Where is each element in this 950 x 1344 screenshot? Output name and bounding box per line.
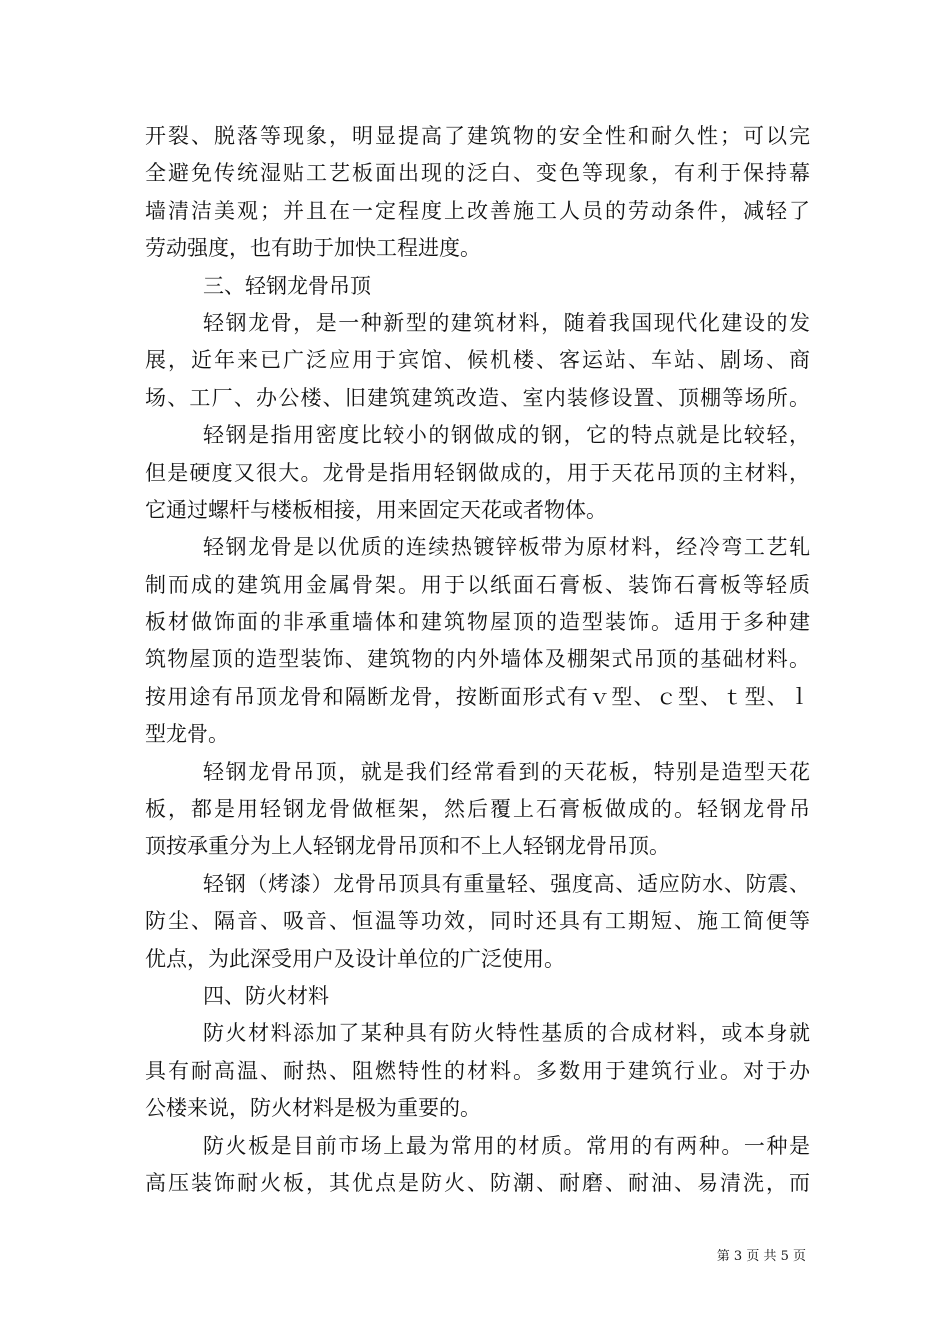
text-line: 优点，为此深受用户及设计单位的广泛使用。 (145, 946, 565, 971)
text-line: 顶按承重分为上人轻钢龙骨吊顶和不上人轻钢龙骨吊顶。 (145, 834, 670, 859)
text-line: 轻钢龙骨吊顶，就是我们经常看到的天花板，特别是造型天花 (203, 759, 810, 784)
page-number-footer: 第 3 页 共 5 页 (716, 1249, 806, 1264)
text-line: 展，近年来已广泛应用于宾馆、候机楼、客运站、车站、剧场、商 (145, 348, 810, 373)
text-line: 三、轻钢龙骨吊顶 (203, 273, 371, 298)
text-line: 防火材料添加了某种具有防火特性基质的合成材料，或本身就 (203, 1021, 810, 1046)
text-line: 板材做饰面的非承重墙体和建筑物屋顶的造型装饰。适用于多种建 (145, 610, 810, 635)
text-line: 轻钢龙骨，是一种新型的建筑材料，随着我国现代化建设的发 (203, 310, 810, 335)
text-line: 劳动强度，也有助于加快工程进度。 (145, 236, 481, 261)
text-line: 具有耐高温、耐热、阻燃特性的材料。多数用于建筑行业。对于办 (145, 1058, 810, 1083)
text-line: 全避免传统湿贴工艺板面出现的泛白、变色等现象，有利于保持幕 (145, 161, 810, 186)
text-line: 但是硬度又很大。龙骨是指用轻钢做成的，用于天花吊顶的主材料， (145, 460, 810, 485)
text-line: 轻钢龙骨是以优质的连续热镀锌板带为原材料，经冷弯工艺轧 (203, 535, 810, 560)
text-line: 筑物屋顶的造型装饰、建筑物的内外墙体及棚架式吊顶的基础材料。 (145, 647, 810, 672)
text-line: 轻钢是指用密度比较小的钢做成的钢，它的特点就是比较轻， (203, 423, 810, 448)
document-body (145, 118, 810, 1202)
text-line: 场、工厂、办公楼、旧建筑建筑改造、室内装修设置、顶棚等场所。 (145, 385, 810, 410)
text-line: 四、防火材料 (203, 983, 329, 1008)
text-line: 防火板是目前市场上最为常用的材质。常用的有两种。一种是 (203, 1133, 810, 1158)
text-line: 开裂、脱落等现象，明显提高了建筑物的安全性和耐久性；可以完 (145, 124, 810, 148)
text-line: 按用途有吊顶龙骨和隔断龙骨，按断面形式有ｖ型、ｃ型、ｔ型、ｌ (145, 684, 810, 709)
text-line: 板，都是用轻钢龙骨做框架，然后覆上石膏板做成的。轻钢龙骨吊 (145, 797, 810, 822)
text-line: 制而成的建筑用金属骨架。用于以纸面石膏板、装饰石膏板等轻质 (145, 572, 810, 597)
text-line: 轻钢（烤漆）龙骨吊顶具有重量轻、强度高、适应防水、防震、 (203, 871, 810, 896)
text-line: 高压装饰耐火板，其优点是防火、防潮、耐磨、耐油、易清洗，而 (145, 1170, 810, 1195)
text-line: 它通过螺杆与楼板相接，用来固定天花或者物体。 (145, 497, 607, 522)
text-line: 型龙骨。 (145, 722, 229, 747)
text-line: 公楼来说，防火材料是极为重要的。 (145, 1096, 481, 1121)
text-line: 防尘、隔音、吸音、恒温等功效，同时还具有工期短、施工简便等 (145, 909, 810, 934)
text-line: 墙清洁美观；并且在一定程度上改善施工人员的劳动条件，减轻了 (145, 198, 810, 223)
